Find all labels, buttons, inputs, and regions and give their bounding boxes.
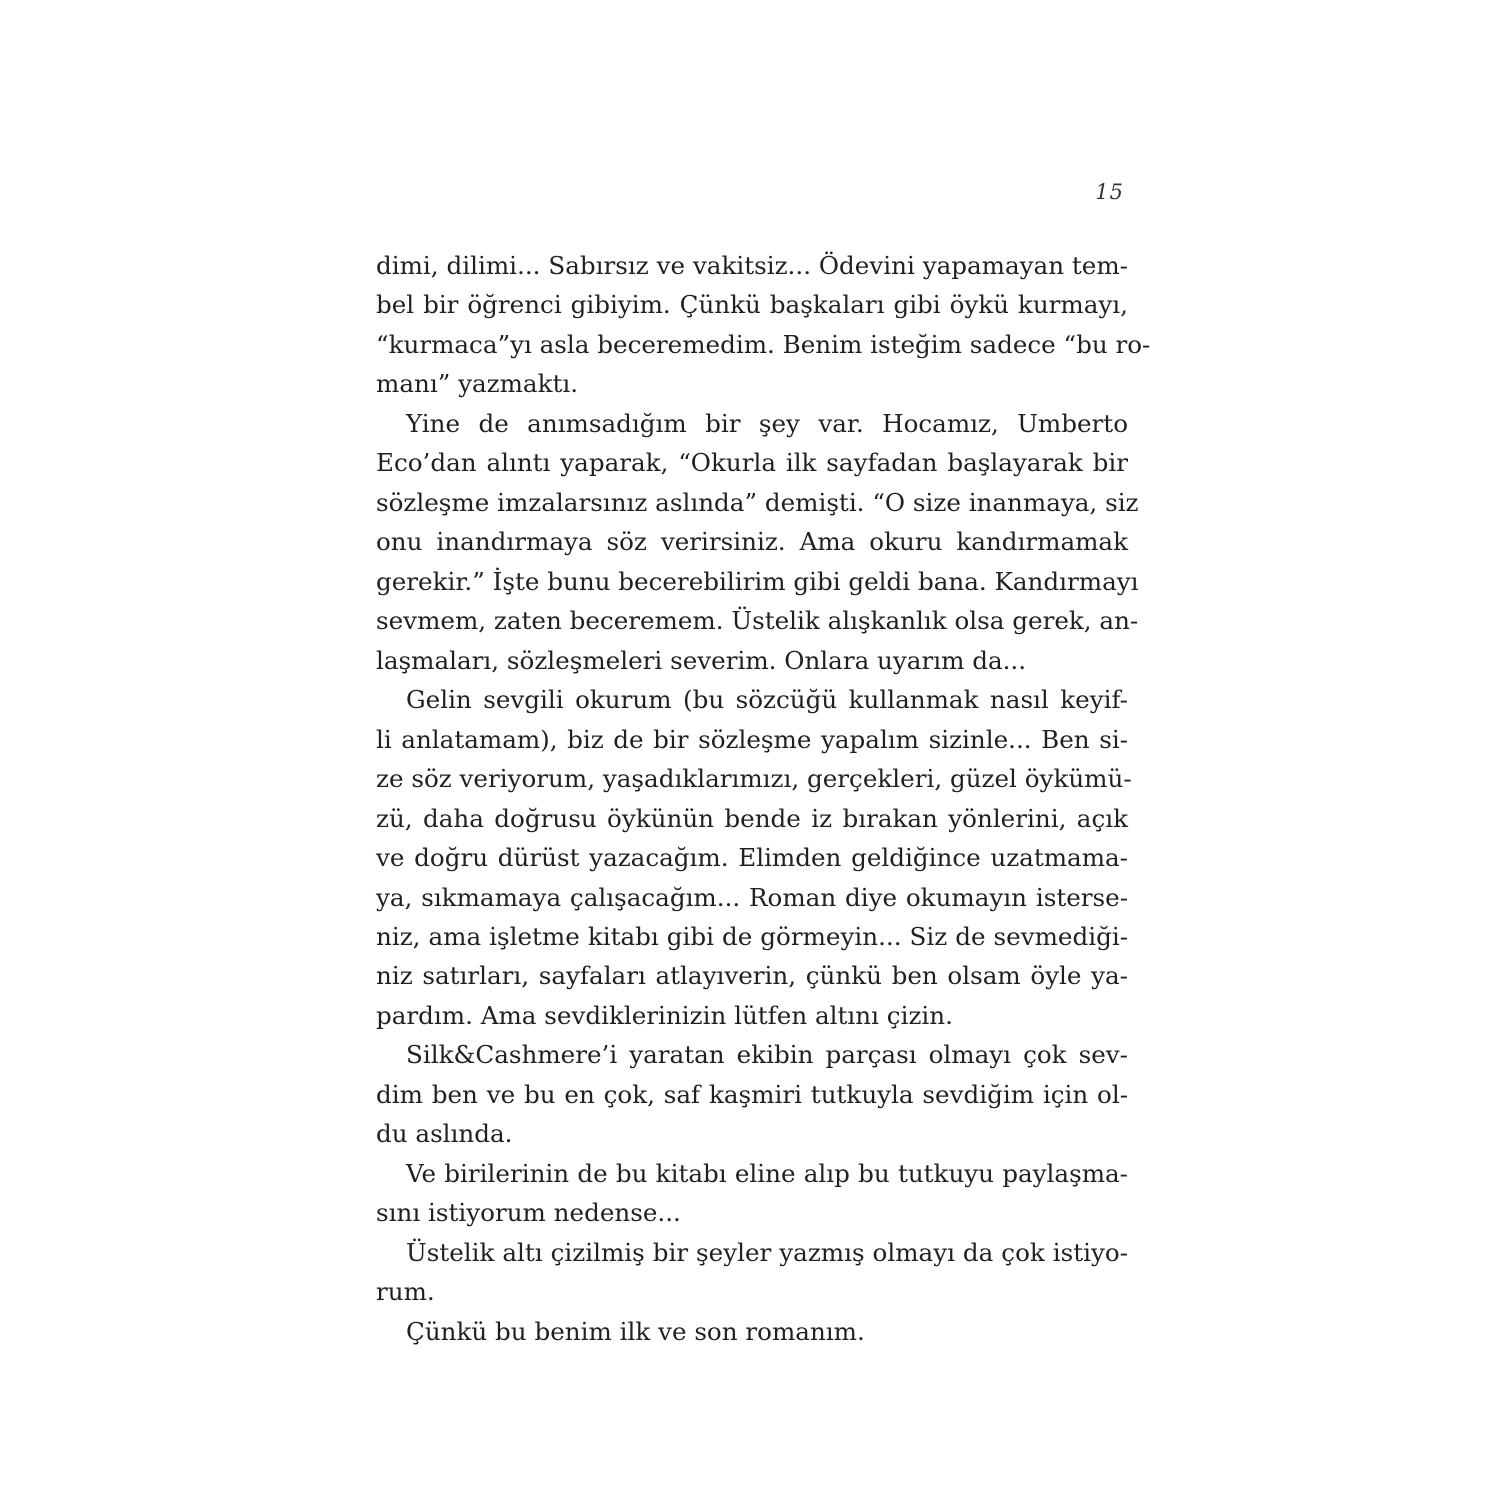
text-line: niz, ama işletme kitabı gibi de görmeyin... Siz de sevmediği-: [376, 921, 1128, 951]
text-line: “kurmaca”yı asla beceremedim. Benim isteğim sadece “bu ro-: [376, 329, 1151, 359]
text-line: Silk&Cashmere’i yaratan ekibin parçası olmayı çok sev-: [406, 1040, 1128, 1070]
text-line: Ve birilerinin de bu kitabı eline alıp bu tutkuyu paylaşma-: [406, 1158, 1128, 1188]
text-line: rum.: [376, 1277, 435, 1307]
text-line: ya, sıkmamaya çalışacağım... Roman diye okumayın isterse-: [376, 882, 1128, 912]
text-line: sevmem, zaten beceremem. Üstelik alışkanlık olsa gerek, an-: [376, 606, 1139, 636]
body-text: [376, 246, 1151, 1351]
text-line: ve doğru dürüst yazacağım. Elimden geldiğince uzatmama-: [376, 843, 1128, 873]
text-line: laşmaları, sözleşmeleri severim. Onlara uyarım da...: [376, 645, 1027, 675]
text-line: Üstelik altı çizilmiş bir şeyler yazmış olmayı da çok istiyo-: [406, 1237, 1128, 1267]
text-line: Gelin sevgili okurum (bu sözcüğü kullanmak nasıl keyif-: [406, 685, 1128, 715]
text-line: sını istiyorum nedense...: [376, 1198, 681, 1228]
text-line: du aslında.: [376, 1119, 513, 1149]
text-line: sözleşme imzalarsınız aslında” demişti. “O size inanmaya, siz: [376, 487, 1139, 517]
page-number: 15: [1095, 180, 1124, 204]
text-line: pardım. Ama sevdiklerinizin lütfen altını çizin.: [376, 1000, 953, 1030]
text-line: Yine de anımsadığım bir şey var. Hocamız, Umberto: [406, 408, 1128, 438]
text-line: Çünkü bu benim ilk ve son romanım.: [406, 1316, 865, 1346]
text-line: li anlatamam), biz de bir sözleşme yapalım sizinle... Ben si-: [376, 724, 1128, 754]
text-line: zü, daha doğrusu öykünün bende iz bırakan yönlerini, açık: [376, 803, 1128, 833]
text-line: dimi, dilimi... Sabırsız ve vakitsiz... Ödevini yapamayan tem-: [376, 251, 1128, 280]
text-line: niz satırları, sayfaları atlayıverin, çünkü ben olsam öyle ya-: [376, 961, 1128, 991]
text-line: manı” yazmaktı.: [376, 369, 579, 399]
text-line: gerekir.” İşte bunu becerebilirim gibi geldi bana. Kandırmayı: [376, 566, 1139, 596]
text-line: onu inandırmaya söz verirsiniz. Ama okuru kandırmamak: [376, 527, 1128, 557]
text-line: dim ben ve bu en çok, saf kaşmiri tutkuyla sevdiğim için ol-: [376, 1079, 1128, 1109]
text-line: bel bir öğrenci gibiyim. Çünkü başkaları gibi öykü kurmayı,: [376, 290, 1128, 320]
text-line: ze söz veriyorum, yaşadıklarımızı, gerçekleri, güzel öykümü-: [376, 764, 1132, 794]
text-line: Eco’dan alıntı yaparak, “Okurla ilk sayfadan başlayarak bir: [376, 448, 1128, 478]
